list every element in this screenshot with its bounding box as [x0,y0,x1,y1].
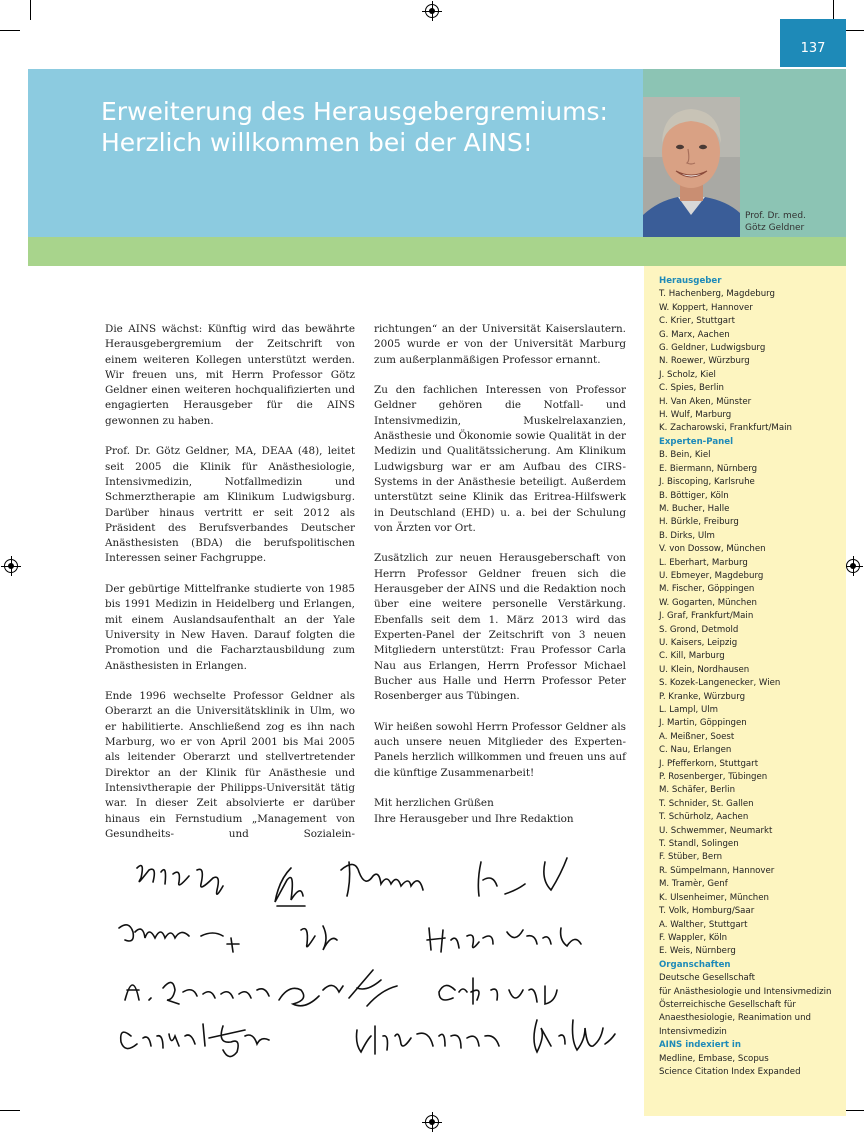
sidebar-list-item: L. Lampl, Ulm [659,705,719,715]
sidebar-list-item: U. Ebmeyer, Magdeburg [659,570,764,581]
paragraph: Zu den fachlichen Interessen von Professor Geldner gehören die Notfall- und Intensivmedizin, Muskelrelaxanzien, Anästhesie und Ökonomie sowie Qualität in der Medizin und Qualitätssicherung. Am Klinikum Ludwigsburg war er am Aufbau des CIRS-Systems in der Anästhesie beteiligt. Außerdem unterstützt seine Klinik das Eritrea-Hilfswerk in Deutschland (EHD) u. a. bei der Schulung von Ärzten vor Ort. [374,384,626,534]
sidebar-list-item: F. Wappler, Köln [659,932,728,943]
page-number: 137 [780,19,846,67]
sidebar-list-item: T. Hachenberg, Magdeburg [659,289,775,300]
crop-mark [30,0,31,20]
sidebar-list-item: H. Wulf, Marburg [659,410,732,421]
paragraph: Der gebürtige Mittelfranke studierte von 1985 bis 1991 Medizin in Heidelberg und Erlangen, mit einem Auslandsaufenthalt an der Yale University in New Haven. Darauf folgten die Promotion und die Facharztausbildung zum Anästhesisten in Erlangen. [105,583,355,672]
portrait-photo [643,97,740,237]
sidebar-list-item: V. von Dossow, München [659,544,766,555]
sidebar-list-item: H. Bürkle, Freiburg [659,517,739,528]
sidebar-list-item: B. Dirks, Ulm [659,530,715,541]
sidebar-list-item: A. Walther, Stuttgart [659,919,748,930]
sidebar-list-item: Science Citation Index Expanded [659,1066,801,1077]
sidebar-list-item: C. Kill, Marburg [659,651,725,662]
registration-mark-icon [425,4,439,18]
sidebar-list-item: J. Graf, Frankfurt/Main [659,611,754,622]
sidebar-list-item: F. Stüber, Bern [659,852,723,863]
sidebar-list-item: C. Spies, Berlin [659,383,724,394]
sidebar-list-item: W. Koppert, Hannover [659,302,753,313]
sidebar-list-item: J. Scholz, Kiel [659,369,716,380]
signatures-image [105,840,625,1070]
sidebar-list-item: J. Martin, Göppingen [659,718,747,729]
registration-mark-icon [425,1115,439,1129]
sidebar-editorial-board [644,266,846,1116]
sidebar-heading: Experten-Panel [659,436,734,447]
sidebar-list-item: G. Geldner, Ludwigsburg [659,343,766,354]
sidebar-list-item: T. Volk, Homburg/Saar [659,906,755,917]
sidebar-list-item: G. Marx, Aachen [659,329,730,340]
photo-caption-line-1: Prof. Dr. med. [745,211,806,221]
sidebar-list-item: T. Schnider, St. Gallen [659,798,754,809]
paragraph: Die AINS wächst: Künftig wird das bewährte Herausgebergremium der Zeitschrift von einem weiteren Kollegen unterstützt werden. Wir freuen uns, mit Herrn Professor Götz Geldner einen weiteren hochqualifizierten und engagierten Herausgeber für die AINS gewonnen zu haben. [105,323,355,427]
sidebar-list-item: K. Ulsenheimer, München [659,892,769,903]
sidebar-list-item: P. Rosenberger, Tübingen [659,772,768,783]
sidebar-list-item: E. Biermann, Nürnberg [659,463,758,474]
photo-caption [745,210,806,234]
text-column-1 [105,322,355,842]
closing-line-2: Ihre Herausgeber und Ihre Redaktion [374,812,574,825]
text-column-2 [374,322,626,827]
sidebar-list-item: M. Fischer, Göppingen [659,584,755,595]
sidebar-list-item: S. Grond, Detmold [659,624,739,635]
sidebar-list-item: Anaesthesiologie, Reanimation und [659,1013,811,1024]
sidebar-list-item: Medline, Embase, Scopus [659,1053,769,1064]
sidebar-list-item: M. Schäfer, Berlin [659,785,736,796]
sidebar-list-item: C. Nau, Erlangen [659,745,732,756]
sidebar-heading: AINS indexiert in [659,1040,741,1051]
sidebar-list-item: T. Standl, Solingen [659,839,739,850]
sidebar-list-item: M. Bucher, Halle [659,503,730,514]
sidebar-list-item: J. Biscoping, Karlsruhe [659,477,755,488]
sidebar-list-item: U. Kaisers, Leipzig [659,637,738,648]
title-line-1: Erweiterung des Herausgebergremiums: [101,97,608,126]
sidebar-list-item: C. Krier, Stuttgart [659,316,735,327]
closing-greeting [374,796,626,827]
sidebar-list-item: T. Schürholz, Aachen [659,812,749,823]
paragraph: Ende 1996 wechselte Professor Geldner als Oberarzt an die Universitätsklinik in Ulm, wo er habilitierte. Anschließend zog es ihn nach Marburg, wo er von April 2001 bis Mai 2005 als leitender Oberarzt und stellvertretender Direktor an der Klinik für Anästhesie und Intensivtherapie der Philipps-Universität tätig war. In dieser Zeit absolvierte er darüber hinaus ein Fernstudium „Management von Gesundheits- und Sozialein- [105,690,355,840]
sidebar-list-item: M. Tramèr, Genf [659,879,728,890]
sidebar-list-item: P. Kranke, Würzburg [659,691,746,702]
sidebar-list-item: Deutsche Gesellschaft [659,973,756,984]
crop-mark [0,30,20,31]
sidebar-list-item: S. Kozek-Langenecker, Wien [659,678,781,689]
sidebar-list-item: für Anästhesiologie und Intensivmedizin [659,986,832,997]
sidebar-heading: Organschaften [659,959,731,970]
crop-mark [833,0,834,20]
crop-mark [0,1110,20,1111]
sidebar-list-item: E. Weis, Nürnberg [659,946,736,957]
sidebar-list-item: W. Gogarten, München [659,597,757,608]
crop-mark [844,1110,864,1111]
sidebar-list-item: N. Roewer, Würzburg [659,356,750,367]
crop-mark [844,30,864,31]
header-green-band [28,237,846,266]
sidebar-heading: Herausgeber [659,276,722,286]
paragraph: Zusätzlich zur neuen Herausgeberschaft von Herrn Professor Geldner freuen sich die Herausgeber der AINS und die Redaktion noch über eine weitere personelle Verstärkung. Ebenfalls seit dem 1. März 2013 wird das Experten-Panel der Zeitschrift von 3 neuen Mitgliedern unterstützt: Frau Professor Carla Nau aus Erlangen, Herrn Professor Michael Bucher aus Halle und Herrn Professor Peter Rosenberger aus Tübingen. [374,552,626,703]
sidebar-list-item: B. Böttiger, Köln [659,490,729,501]
sidebar-list-item: Intensivmedizin [659,1026,727,1037]
sidebar-list-item: J. Pfefferkorn, Stuttgart [659,758,759,769]
paragraph: Wir heißen sowohl Herrn Professor Geldner als auch unsere neuen Mitglieder des Experten-Panels herzlich willkommen und freuen uns auf die künftige Zusammenarbeit! [374,720,626,779]
photo-caption-line-2: Götz Geldner [745,223,805,233]
page-title [101,96,641,158]
paragraph: richtungen“ an der Universität Kaiserslautern. 2005 wurde er von der Universität Marburg zum außerplanmäßigen Professor ernannt. [374,323,626,366]
sidebar-list-item: Österreichische Gesellschaft für [659,999,796,1010]
sidebar-list-item: A. Meißner, Soest [659,731,735,742]
title-line-2: Herzlich willkommen bei der AINS! [101,128,533,157]
sidebar-list-item: K. Zacharowski, Frankfurt/Main [659,423,792,434]
paragraph: Prof. Dr. Götz Geldner, MA, DEAA (48), leitet seit 2005 die Klinik für Anästhesiologie, Intensivmedizin, Notfallmedizin und Schmerztherapie am Klinikum Ludwigsburg. Darüber hinaus vertritt er seit 2012 als Präsident des Berufsverbandes Deutscher Anästhesisten (BDA) die berufspolitischen Interessen seiner Fachgruppe. [105,445,355,565]
portrait-image [643,97,740,237]
sidebar-list-item: R. Sümpelmann, Hannover [659,865,775,876]
sidebar-list-item: L. Eberhart, Marburg [659,557,748,568]
sidebar-list-item: U. Schwemmer, Neumarkt [659,825,773,836]
sidebar-list-item: U. Klein, Nordhausen [659,664,750,675]
sidebar-list-item: H. Van Aken, Münster [659,396,752,407]
closing-line-1: Mit herzlichen Grüßen [374,797,494,810]
sidebar-content [659,275,843,1079]
sidebar-list-item: B. Bein, Kiel [659,450,711,461]
registration-mark-icon [846,559,860,573]
registration-mark-icon [4,559,18,573]
